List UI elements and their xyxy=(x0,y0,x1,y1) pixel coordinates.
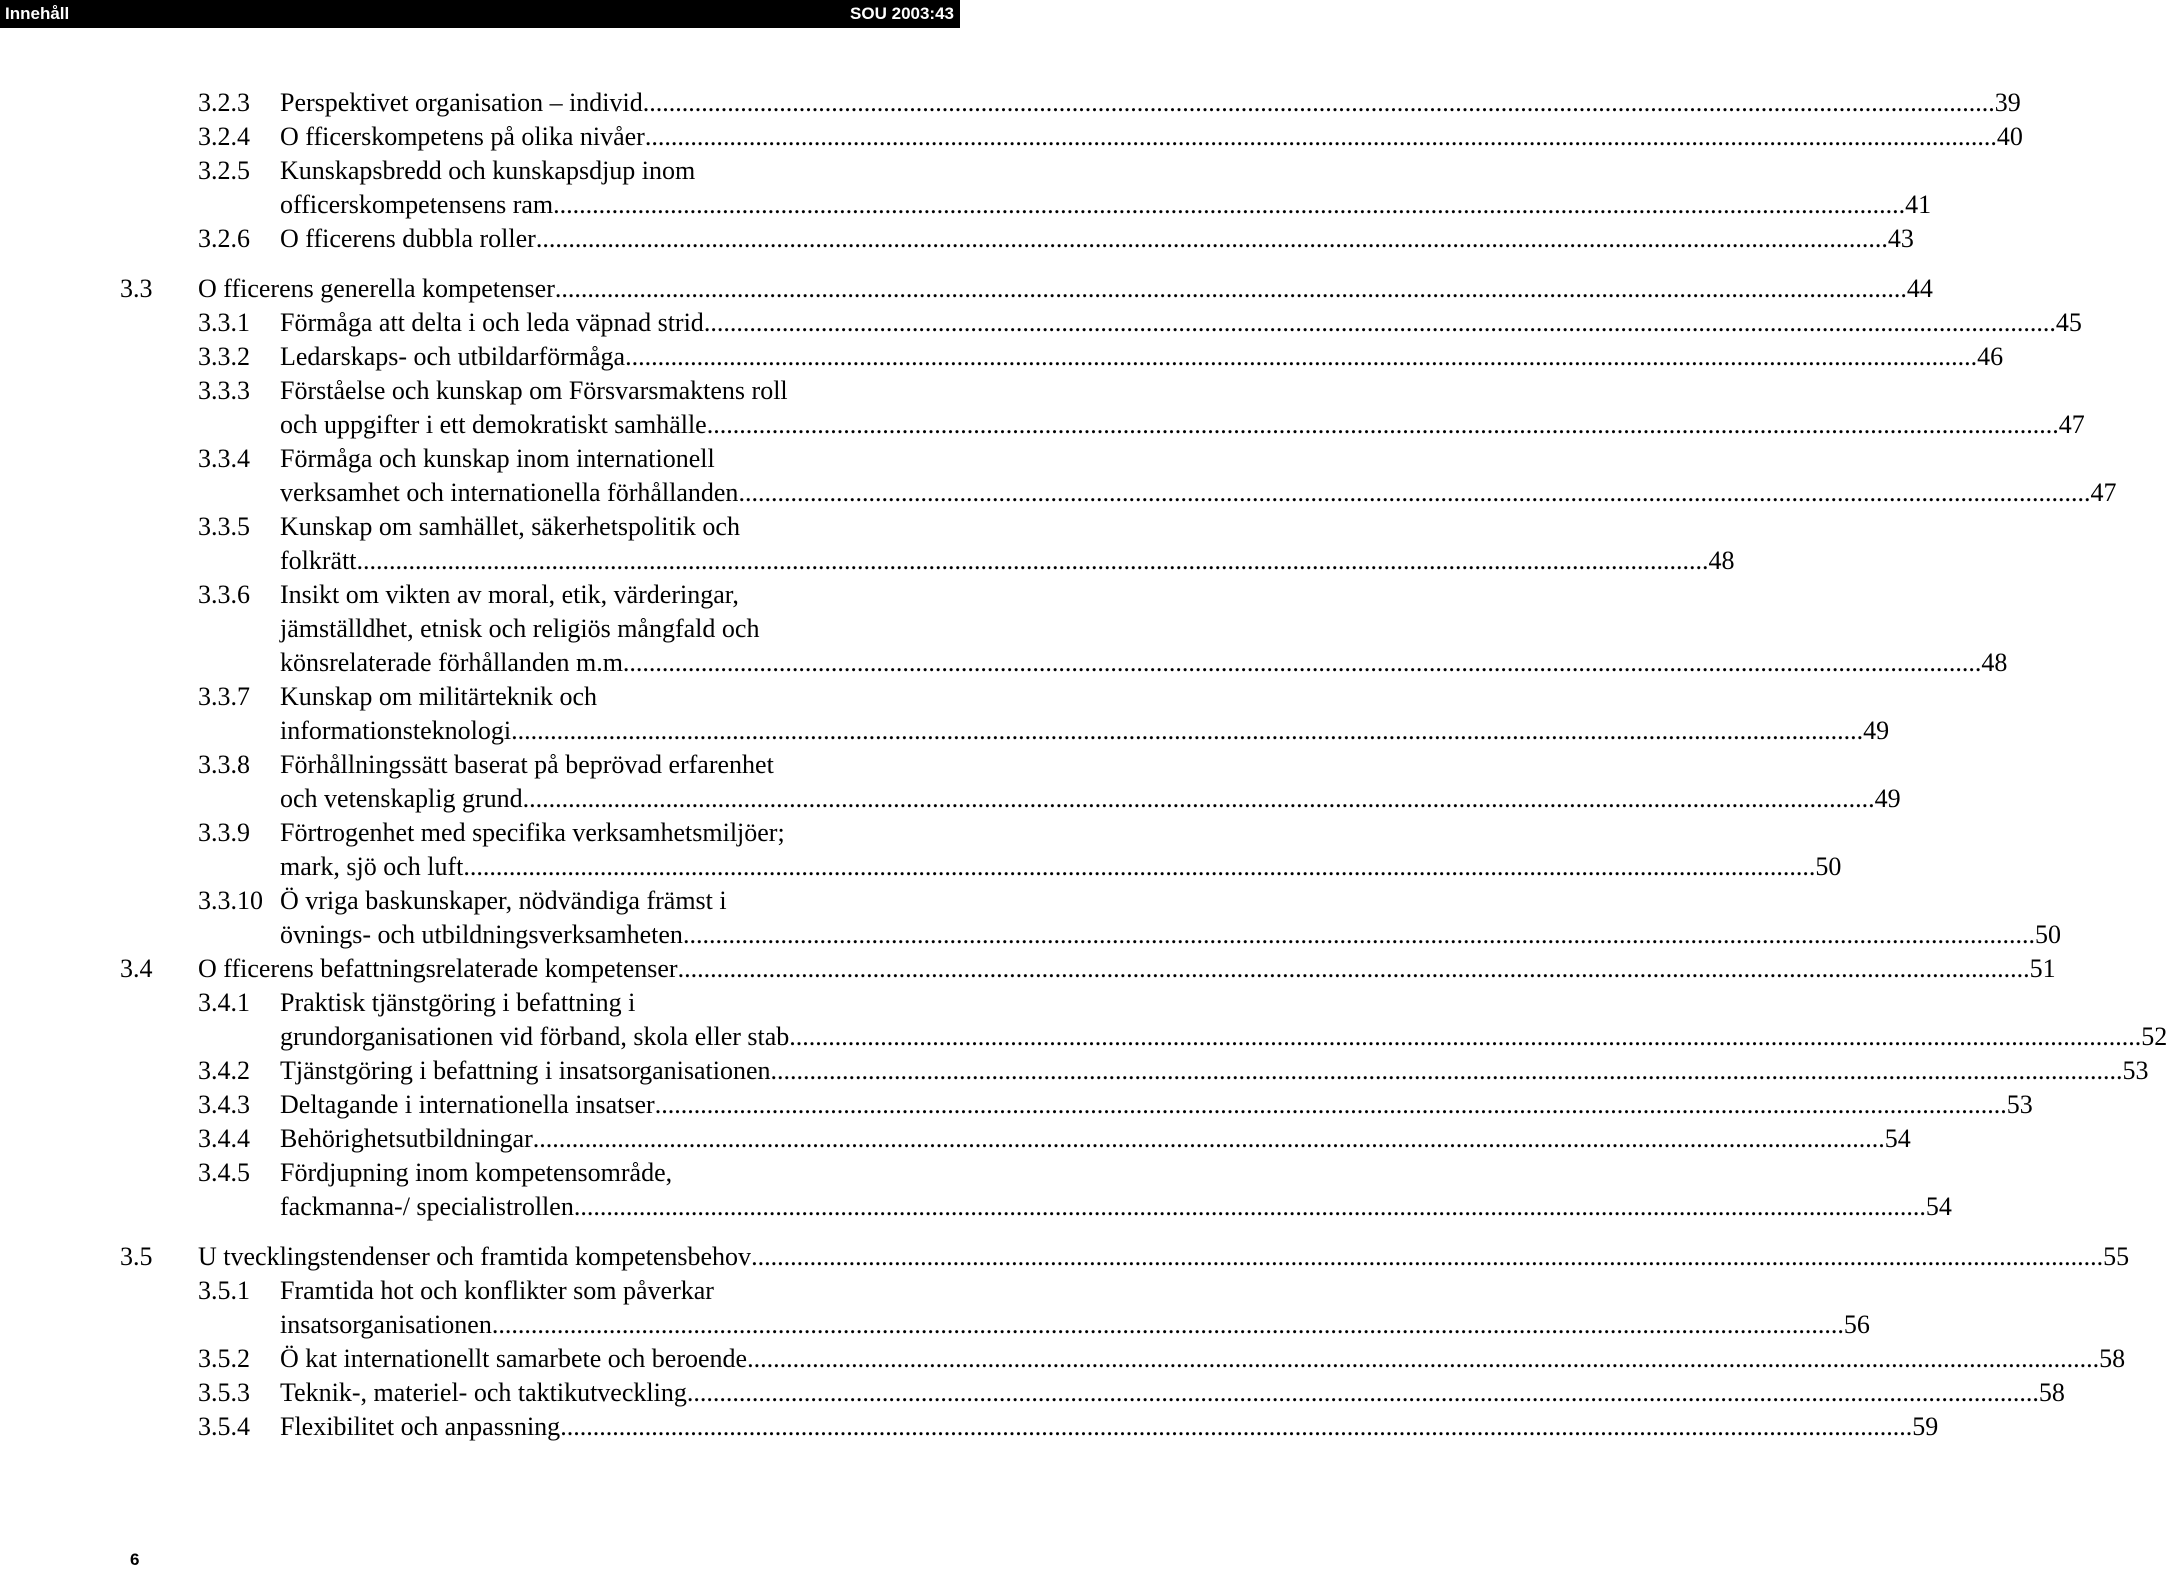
toc-entry-title: Ö kat internationellt samarbete och beroende xyxy=(280,1344,748,1373)
toc-entry-number: 3.5.2 xyxy=(198,1344,250,1373)
toc-entry-number: 3.3.6 xyxy=(198,580,250,609)
toc-entry-title: Förhållningssätt baserat på beprövad erfarenhet xyxy=(280,750,774,779)
toc-entry[interactable] xyxy=(198,374,2085,442)
toc-entry-number: 3.3.9 xyxy=(198,818,250,847)
toc-entry-title: Förtrogenhet med specifika verksamhetsmiljöer; xyxy=(280,818,785,847)
dot-leader: ................................................................................................................................................................................................................ xyxy=(532,1124,1885,1153)
toc-entry-title: Tjänstgöring i befattning i insatsorganisationen xyxy=(280,1056,771,1085)
toc-entry-page: 41 xyxy=(1905,190,1932,219)
toc-entry-number: 3.3.1 xyxy=(198,308,250,337)
toc-entry-title: Deltagande i internationella insatser xyxy=(280,1090,655,1119)
dot-leader: ................................................................................................................................................................................................................ xyxy=(573,1192,1926,1221)
toc-entry-number: 3.4.1 xyxy=(198,988,250,1017)
toc-entry-title: jämställdhet, etnisk och religiös mångfald och xyxy=(280,614,760,643)
toc-entry-page: 39 xyxy=(1994,88,2021,117)
dot-leader: ................................................................................................................................................................................................................ xyxy=(553,190,1906,219)
toc-entry[interactable] xyxy=(198,816,1842,884)
header-document-id: SOU 2003:43 xyxy=(850,4,954,23)
toc-entry[interactable] xyxy=(198,578,2008,680)
page-header xyxy=(0,0,960,28)
toc-entry-title: övnings- och utbildningsverksamheten xyxy=(280,920,683,949)
toc-entry-page: 58 xyxy=(2099,1344,2126,1373)
toc-entry-title: informationsteknologi xyxy=(280,716,512,745)
toc-entry[interactable] xyxy=(198,340,2004,374)
toc-entry-title: könsrelaterade förhållanden m.m. xyxy=(280,648,630,677)
toc-entry-title: verksamhet och internationella förhållanden xyxy=(280,478,739,507)
toc-entry-number: 3.2.3 xyxy=(198,88,250,117)
toc-entry-number: 3.3.3 xyxy=(198,376,250,405)
dot-leader: ................................................................................................................................................................................................................ xyxy=(682,920,2035,949)
page-number: 6 xyxy=(130,1550,140,1569)
toc-entry-title: O fficerens dubbla roller xyxy=(280,224,536,253)
toc-entry-page: 53 xyxy=(2122,1056,2149,1085)
toc-entry-title: Kunskap om samhället, säkerhetspolitik och xyxy=(280,512,740,541)
toc-entry[interactable] xyxy=(198,86,2021,120)
toc-entry-number: 3.3.8 xyxy=(198,750,250,779)
toc-entry-number: 3.2.5 xyxy=(198,156,250,185)
toc-entry[interactable] xyxy=(120,952,2056,986)
toc-entry-title: insatsorganisationen xyxy=(280,1310,492,1339)
toc-entry[interactable] xyxy=(198,1410,1939,1444)
toc-entry-title: Fördjupning inom kompetensområde, xyxy=(280,1158,673,1187)
toc-entry-page: 58 xyxy=(2038,1378,2065,1407)
toc-entry-title: Insikt om vikten av moral, etik, värderingar, xyxy=(280,580,739,609)
dot-leader: ................................................................................................................................................................................................................ xyxy=(511,716,1864,745)
dot-leader: ................................................................................................................................................................................................................ xyxy=(703,308,2056,337)
toc-entry[interactable] xyxy=(120,272,1933,306)
dot-leader: ................................................................................................................................................................................................................ xyxy=(554,274,1907,303)
toc-entry[interactable] xyxy=(198,120,2023,154)
toc-entry-title: Förmåga att delta i och leda väpnad strid xyxy=(280,308,704,337)
toc-entry-number: 3.4.5 xyxy=(198,1158,250,1187)
dot-leader: ................................................................................................................................................................................................................ xyxy=(751,1242,2104,1271)
toc-entry-number: 3.2.4 xyxy=(198,122,250,151)
dot-leader: ................................................................................................................................................................................................................ xyxy=(747,1344,2100,1373)
toc-entry-title: Förmåga och kunskap inom internationell xyxy=(280,444,715,473)
toc-entry-page: 40 xyxy=(1996,122,2023,151)
toc-entry-number: 3.3.4 xyxy=(198,444,250,473)
toc-entry-title: O fficerens befattningsrelaterade kompetenser xyxy=(198,954,678,983)
toc-entry[interactable] xyxy=(120,1240,2130,1274)
toc-entry-number: 3.4.2 xyxy=(198,1056,250,1085)
dot-leader: ................................................................................................................................................................................................................ xyxy=(629,648,1982,677)
toc-entry-page: 50 xyxy=(2034,920,2061,949)
toc-entry-page: 49 xyxy=(1874,784,1901,813)
dot-leader: ................................................................................................................................................................................................................ xyxy=(625,342,1978,371)
toc-entry-page: 50 xyxy=(1815,852,1842,881)
toc-entry-number: 3.3.7 xyxy=(198,682,250,711)
toc-entry-title: och uppgifter i ett demokratiskt samhälle xyxy=(280,410,707,439)
toc-entry-title: Ö vriga baskunskaper, nödvändiga främst i xyxy=(280,886,727,915)
toc-entry[interactable] xyxy=(198,1274,1870,1342)
toc-entry-page: 54 xyxy=(1884,1124,1911,1153)
toc-entry-page: 47 xyxy=(2058,410,2085,439)
toc-entry-number: 3.3.2 xyxy=(198,342,250,371)
toc-entry-title: grundorganisationen vid förband, skola eller stab xyxy=(280,1022,790,1051)
dot-leader: ................................................................................................................................................................................................................ xyxy=(356,546,1709,575)
toc-entry-number: 3.4.4 xyxy=(198,1124,250,1153)
toc-entry[interactable] xyxy=(198,306,2082,340)
toc-entry-page: 52 xyxy=(2141,1022,2167,1051)
toc-entry[interactable] xyxy=(198,748,1901,816)
toc-entry[interactable] xyxy=(198,1376,2065,1410)
dot-leader: ................................................................................................................................................................................................................ xyxy=(535,224,1888,253)
toc-entry-page: 44 xyxy=(1906,274,1933,303)
toc-entry-number: 3.3.5 xyxy=(198,512,250,541)
dot-leader: ................................................................................................................................................................................................................ xyxy=(738,478,2091,507)
toc-entry-title: Praktisk tjänstgöring i befattning i xyxy=(280,988,636,1017)
dot-leader: ................................................................................................................................................................................................................ xyxy=(770,1056,2123,1085)
toc-entry-number: 3.5.3 xyxy=(198,1378,250,1407)
toc-entry[interactable] xyxy=(198,1088,2033,1122)
toc-entry-number: 3.4 xyxy=(120,954,153,983)
toc-entry[interactable] xyxy=(198,442,2117,510)
toc-entry-title: Perspektivet organisation – individ xyxy=(280,88,643,117)
toc-entry-number: 3.3 xyxy=(120,274,153,303)
toc-entry-page: 55 xyxy=(2103,1242,2130,1271)
toc-entry-number: 3.4.3 xyxy=(198,1090,250,1119)
toc-entry-title: officerskompetensens ram xyxy=(280,190,554,219)
toc-entry-title: Teknik-, materiel- och taktikutveckling xyxy=(280,1378,687,1407)
toc-entry-number: 3.5.4 xyxy=(198,1412,250,1441)
toc-entry-number: 3.2.6 xyxy=(198,224,250,253)
dot-leader: ................................................................................................................................................................................................................ xyxy=(677,954,2030,983)
toc-entry-number: 3.5 xyxy=(120,1242,153,1271)
toc-entry[interactable] xyxy=(198,1342,2126,1376)
toc-entry[interactable] xyxy=(198,1054,2149,1088)
toc-entry-title: Kunskapsbredd och kunskapsdjup inom xyxy=(280,156,696,185)
toc-entry-page: 48 xyxy=(1981,648,2008,677)
toc-entry-title: Framtida hot och konflikter som påverkar xyxy=(280,1276,714,1305)
toc-entry-page: 56 xyxy=(1843,1310,1870,1339)
toc-entry[interactable] xyxy=(198,222,1914,256)
dot-leader: ................................................................................................................................................................................................................ xyxy=(522,784,1875,813)
toc-entry-title: mark, sjö och luft xyxy=(280,852,464,881)
toc-entry-number: 3.5.1 xyxy=(198,1276,250,1305)
toc-entry[interactable] xyxy=(198,1122,1911,1156)
toc-entry-page: 45 xyxy=(2055,308,2082,337)
dot-leader: ................................................................................................................................................................................................................ xyxy=(789,1022,2142,1051)
toc-entry-title: Förståelse och kunskap om Försvarsmaktens roll xyxy=(280,376,788,405)
toc-entry-number: 3.3.10 xyxy=(198,886,263,915)
toc-entry[interactable] xyxy=(198,986,2167,1054)
toc-entry-title: Kunskap om militärteknik och xyxy=(280,682,598,711)
dot-leader: ................................................................................................................................................................................................................ xyxy=(644,122,1997,151)
toc-entry[interactable] xyxy=(198,1156,1952,1224)
toc-entry-title: Flexibilitet och anpassning xyxy=(280,1412,561,1441)
toc-entry-title: O fficerens generella kompetenser xyxy=(198,274,555,303)
toc-entry-page: 53 xyxy=(2006,1090,2033,1119)
dot-leader: ................................................................................................................................................................................................................ xyxy=(654,1090,2007,1119)
dot-leader: ................................................................................................................................................................................................................ xyxy=(706,410,2059,439)
header-section-title: Innehåll xyxy=(5,4,70,23)
dot-leader: ................................................................................................................................................................................................................ xyxy=(642,88,1995,117)
toc-entry-title: Behörighetsutbildningar xyxy=(280,1124,533,1153)
toc-entry-page: 43 xyxy=(1887,224,1914,253)
toc-entry-title: fackmanna-/ specialistrollen xyxy=(280,1192,574,1221)
toc-entry-page: 49 xyxy=(1863,716,1890,745)
toc-entry-title: och vetenskaplig grund xyxy=(280,784,523,813)
toc-entry-title: folkrätt xyxy=(280,546,357,575)
toc-entry-page: 54 xyxy=(1925,1192,1952,1221)
toc-entry-page: 47 xyxy=(2090,478,2117,507)
toc-entry[interactable] xyxy=(198,510,1735,578)
toc-entry-page: 51 xyxy=(2029,954,2056,983)
toc-entry-page: 59 xyxy=(1912,1412,1939,1441)
toc-entry[interactable] xyxy=(198,680,1890,748)
toc-entry-title: Ledarskaps- och utbildarförmåga xyxy=(280,342,626,371)
toc-entry-page: 46 xyxy=(1977,342,2004,371)
dot-leader: ................................................................................................................................................................................................................ xyxy=(686,1378,2039,1407)
dot-leader: ................................................................................................................................................................................................................ xyxy=(491,1310,1844,1339)
toc-entry-title: O fficerskompetens på olika nivåer xyxy=(280,122,645,151)
dot-leader: ................................................................................................................................................................................................................ xyxy=(560,1412,1913,1441)
toc-entry-page: 48 xyxy=(1708,546,1735,575)
toc-entry[interactable] xyxy=(198,154,1932,222)
dot-leader: ................................................................................................................................................................................................................ xyxy=(463,852,1816,881)
toc-entry[interactable] xyxy=(198,884,2061,952)
toc-entry-title: U tvecklingstendenser och framtida kompetensbehov xyxy=(198,1242,752,1271)
